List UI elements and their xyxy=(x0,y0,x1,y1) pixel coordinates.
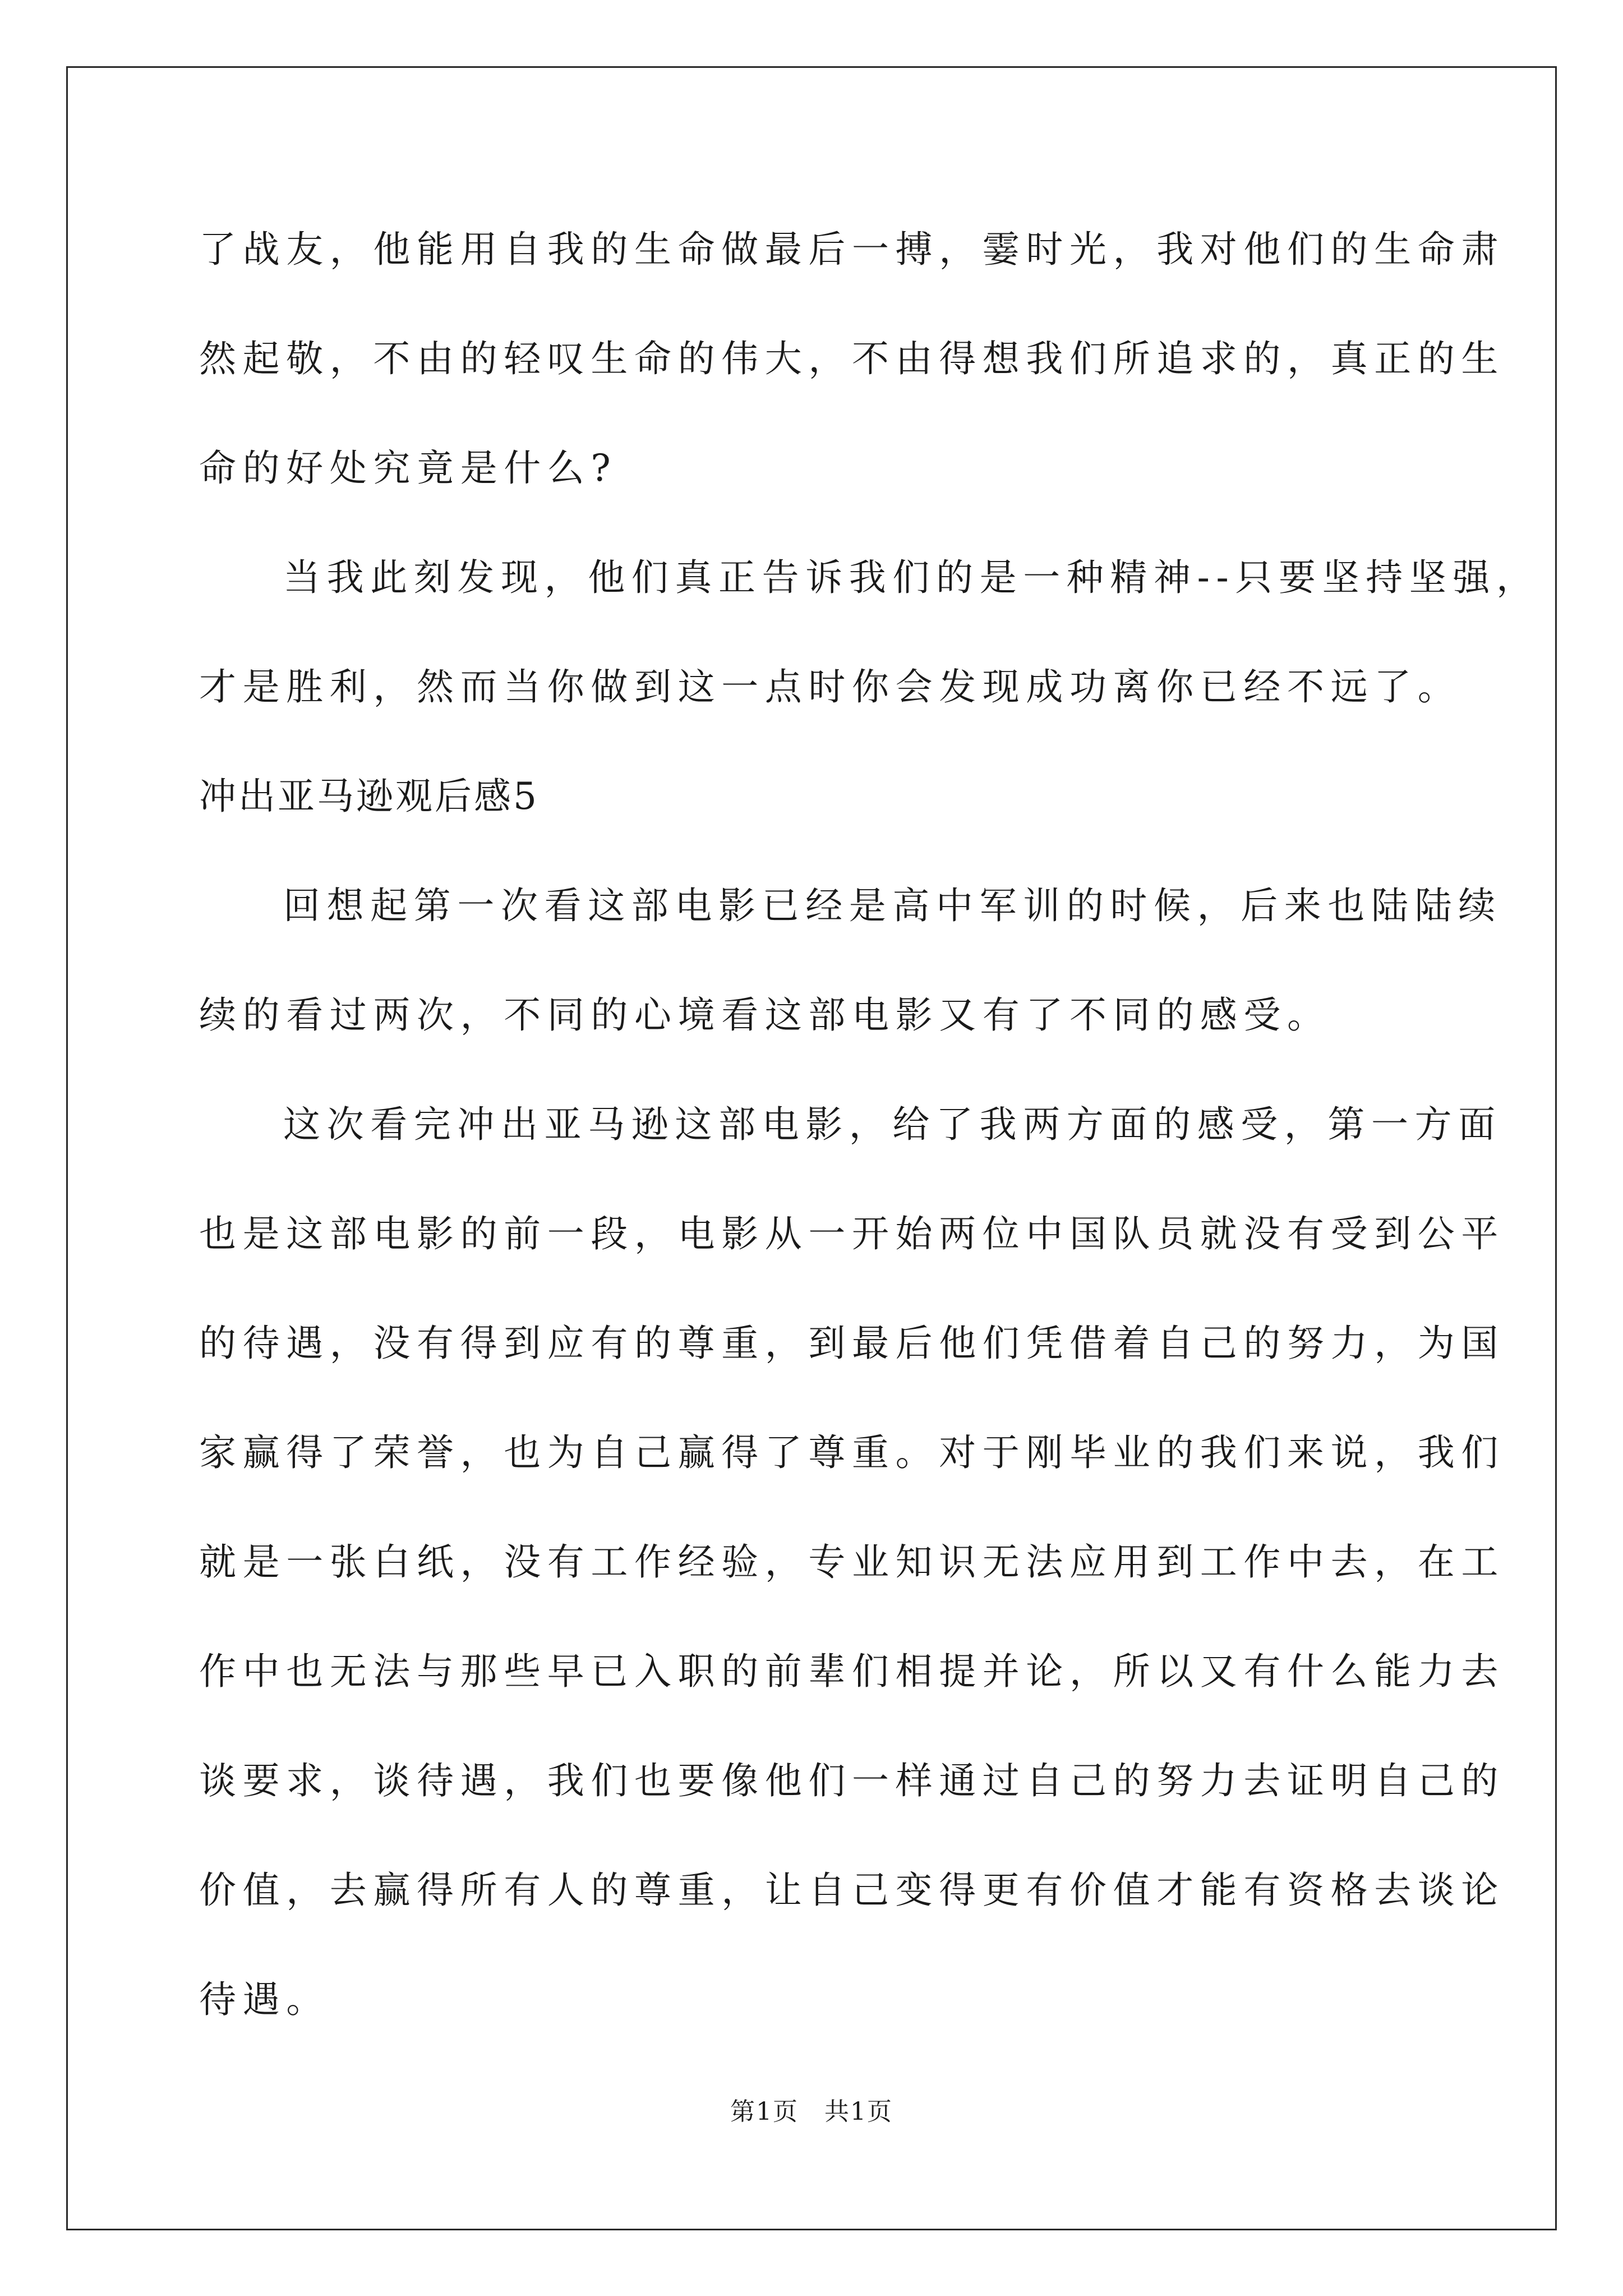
body-line: 作中也无法与那些早已入职的前辈们相提并论，所以又有什么能力去 xyxy=(199,1650,1505,1693)
body-line: 就是一张白纸，没有工作经验，专业知识无法应用到工作中去，在工 xyxy=(199,1540,1505,1584)
section-heading: 冲出亚马逊观后感5 xyxy=(199,775,539,818)
body-line: 然起敬，不由的轻叹生命的伟大，不由得想我们所追求的，真正的生 xyxy=(199,337,1505,380)
body-line: 才是胜利，然而当你做到这一点时你会发现成功离你已经不远了。 xyxy=(199,665,1461,708)
body-line: 当我此刻发现，他们真正告诉我们的是一种精神--只要坚持坚强， xyxy=(283,556,1540,599)
body-line: 也是这部电影的前一段，电影从一开始两位中国队员就没有受到公平 xyxy=(199,1212,1505,1255)
body-line: 家赢得了荣誉，也为自己赢得了尊重。对于刚毕业的我们来说，我们 xyxy=(199,1431,1505,1474)
body-line: 这次看完冲出亚马逊这部电影，给了我两方面的感受，第一方面 xyxy=(283,1103,1502,1146)
body-line: 命的好处究竟是什么? xyxy=(199,447,617,490)
page-footer: 第1页 共1页 xyxy=(730,2097,893,2126)
body-line: 价值，去赢得所有人的尊重，让自己变得更有价值才能有资格去谈论 xyxy=(199,1869,1505,1912)
body-line: 的待遇，没有得到应有的尊重，到最后他们凭借着自己的努力，为国 xyxy=(199,1322,1505,1365)
body-line: 谈要求，谈待遇，我们也要像他们一样通过自己的努力去证明自己的 xyxy=(199,1759,1505,1802)
body-line: 了战友，他能用自我的生命做最后一搏，霎时光，我对他们的生命肃 xyxy=(199,228,1505,271)
body-line: 回想起第一次看这部电影已经是高中军训的时候，后来也陆陆续 xyxy=(283,884,1502,927)
body-line: 续的看过两次，不同的心境看这部电影又有了不同的感受。 xyxy=(199,993,1331,1037)
body-line: 待遇。 xyxy=(199,1978,330,2021)
